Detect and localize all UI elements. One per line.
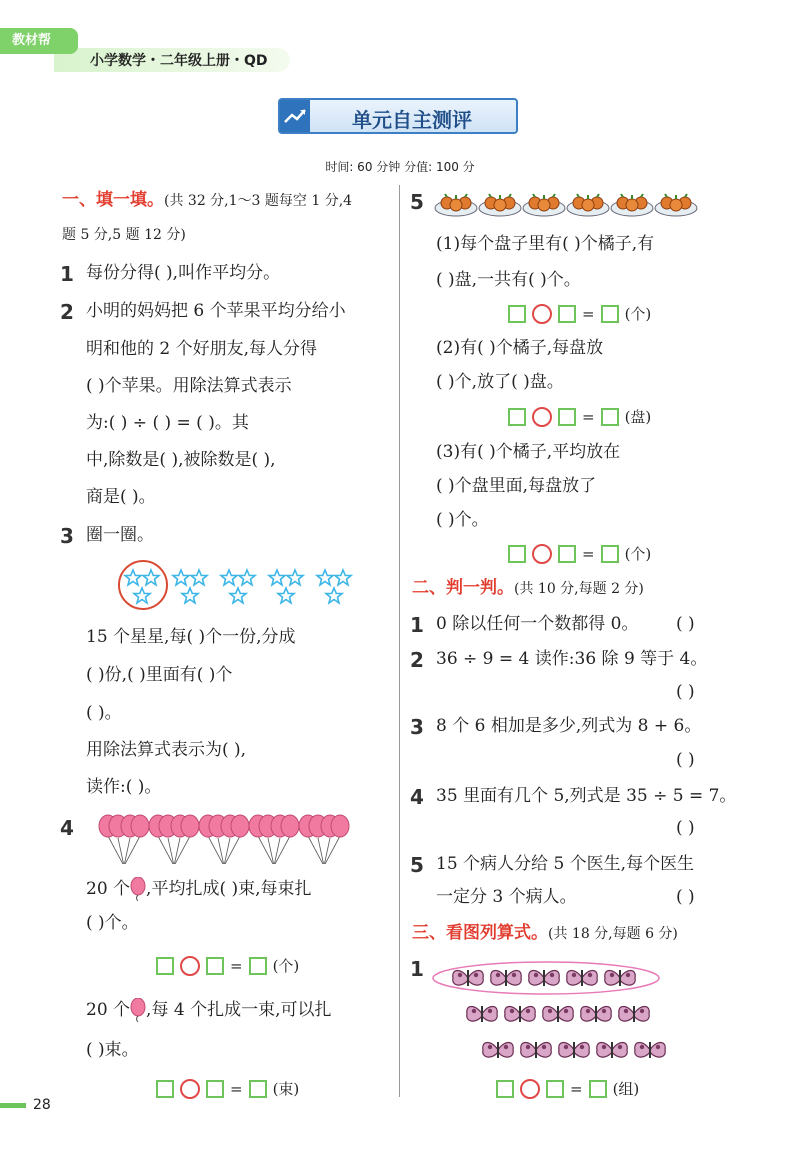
s3-q1-number: 1: [410, 957, 424, 981]
answer-box[interactable]: [156, 1080, 174, 1098]
section2-note: (共 10 分,每题 2 分): [514, 581, 644, 597]
judge-text: 一定分 3 个病人。: [436, 887, 577, 907]
q5-p3-line: ( )个盘里面,每盘放了: [436, 476, 597, 496]
q3-line: 用除法算式表示为( ),: [86, 740, 247, 760]
unit-label: (个): [272, 957, 300, 975]
unit-label: (个): [624, 305, 652, 323]
star-group: [125, 570, 159, 603]
q4-line2: ( )个。: [86, 913, 139, 933]
q5-number: 5: [410, 190, 424, 214]
balloon-bunch: [249, 815, 299, 864]
equals-sign: =: [582, 304, 595, 323]
book-title: 小学数学・二年级上册・QD: [90, 53, 268, 69]
answer-box[interactable]: [589, 1080, 607, 1098]
q4-text: 20 个: [86, 999, 131, 1020]
answer-box[interactable]: [156, 957, 174, 975]
unit-label: (个): [624, 545, 652, 563]
judge-paren[interactable]: ( ): [676, 887, 695, 907]
judge-number: 5: [410, 853, 424, 877]
q1-number: 1: [60, 262, 74, 286]
q2-line: 明和他的 2 个好朋友,每人分得: [86, 339, 318, 359]
answer-box[interactable]: [508, 408, 526, 426]
balloon-bunch: [149, 815, 199, 864]
q3-line: ( )。: [86, 703, 122, 723]
equals-sign: =: [570, 1079, 583, 1098]
star-group: [173, 570, 207, 603]
q2-line: 小明的妈妈把 6 个苹果平均分给小: [86, 301, 346, 321]
q2-line: 为:( ) ÷ ( ) = ( )。其: [86, 413, 249, 433]
q4-text: 20 个: [86, 878, 131, 899]
unit-label: (束): [272, 1080, 300, 1098]
star-group: [269, 570, 303, 603]
q3-line: 读作:( )。: [86, 777, 162, 797]
s3-q1-equation: [496, 1078, 639, 1099]
answer-box[interactable]: [249, 1080, 267, 1098]
answer-box[interactable]: [601, 305, 619, 323]
answer-box[interactable]: [558, 408, 576, 426]
butterflies-figure: [430, 958, 680, 1068]
q2-line: 中,除数是( ),被除数是( ),: [86, 450, 276, 470]
judge-text: 35 里面有几个 5,列式是 35 ÷ 5 = 7。: [436, 786, 737, 806]
q5-p1-equation: [508, 303, 651, 324]
column-divider: [399, 185, 400, 1097]
balloons-figure: [98, 812, 353, 864]
judge-paren[interactable]: ( ): [676, 682, 695, 702]
q5-p3-line: ( )个。: [436, 510, 489, 530]
q4-text: ,每 4 个扎成一束,可以扎: [146, 999, 332, 1020]
judge-text: 0 除以任何一个数都得 0。: [436, 614, 639, 634]
answer-box[interactable]: [558, 305, 576, 323]
judge-paren[interactable]: ( ): [676, 750, 695, 770]
answer-box[interactable]: [601, 545, 619, 563]
page-number: 28: [33, 1097, 51, 1113]
operator-circle[interactable]: [180, 956, 200, 976]
circle-mark: [119, 561, 167, 609]
balloon-bunch: [199, 815, 249, 864]
q5-p2-equation: [508, 406, 651, 427]
q3-number: 3: [60, 524, 74, 548]
equals-sign: =: [582, 407, 595, 426]
q5-p1-line: (1)每个盘子里有( )个橘子,有: [436, 234, 655, 254]
page-bar: [0, 1103, 26, 1108]
chart-trend-icon: [280, 100, 310, 132]
section1-title: 一、填一填。: [62, 190, 164, 210]
q3-title: 圈一圈。: [86, 525, 154, 545]
section1-note: (共 32 分,1～3 题每空 1 分,4: [164, 193, 353, 209]
equals-sign: =: [230, 1079, 243, 1098]
section2-heading: [412, 580, 644, 597]
answer-box[interactable]: [508, 305, 526, 323]
star-group: [221, 570, 255, 603]
q5-p2-line: ( )个,放了( )盘。: [436, 372, 564, 392]
answer-box[interactable]: [206, 957, 224, 975]
section1-heading: [62, 192, 352, 209]
unit-title: 单元自主测评: [352, 108, 472, 132]
section3-heading: [412, 925, 678, 942]
q2-line: ( )个苹果。用除法算式表示: [86, 376, 292, 396]
q5-p1-line: ( )盘,一共有( )个。: [436, 270, 581, 290]
q3-line: ( )份,( )里面有( )个: [86, 665, 233, 685]
exam-meta: 时间: 60 分钟 分值: 100 分: [325, 160, 475, 174]
judge-paren[interactable]: ( ): [676, 818, 695, 838]
stars-figure: [115, 560, 365, 616]
star-group: [317, 570, 351, 603]
section3-note: (共 18 分,每题 6 分): [548, 926, 678, 942]
answer-box[interactable]: [496, 1080, 514, 1098]
q4-equation-2: [156, 1078, 299, 1099]
section1-note-2: 题 5 分,5 题 12 分): [62, 227, 186, 243]
equals-sign: =: [230, 956, 243, 975]
q4-line4: ( )束。: [86, 1040, 139, 1060]
unit-label: (盘): [624, 408, 652, 426]
section3-title: 三、看图列算式。: [412, 923, 548, 943]
operator-circle[interactable]: [532, 544, 552, 564]
answer-box[interactable]: [546, 1080, 564, 1098]
q4-line3: [86, 998, 331, 1022]
answer-box[interactable]: [558, 545, 576, 563]
judge-number: 1: [410, 613, 424, 637]
q2-line: 商是( )。: [86, 487, 156, 507]
answer-box[interactable]: [508, 545, 526, 563]
judge-number: 3: [410, 715, 424, 739]
judge-number: 4: [410, 785, 424, 809]
answer-box[interactable]: [601, 408, 619, 426]
balloon-bunch: [299, 815, 349, 864]
q1-text: 每份分得( ),叫作平均分。: [86, 263, 281, 283]
operator-circle[interactable]: [180, 1079, 200, 1099]
q4-number: 4: [60, 816, 74, 840]
section2-title: 二、判一判。: [412, 578, 514, 598]
equals-sign: =: [582, 544, 595, 563]
judge-paren[interactable]: ( ): [676, 614, 695, 634]
q5-p3-equation: [508, 543, 651, 564]
q4-text: ,平均扎成( )束,每束扎: [146, 878, 312, 899]
judge-text: 8 个 6 相加是多少,列式为 8 + 6。: [436, 716, 702, 736]
balloon-icon: [130, 998, 146, 1022]
q2-number: 2: [60, 300, 74, 324]
answer-box[interactable]: [249, 957, 267, 975]
balloon-bunch: [99, 815, 149, 864]
q4-line1: [86, 877, 312, 901]
operator-circle[interactable]: [532, 304, 552, 324]
judge-text: 15 个病人分给 5 个医生,每个医生: [436, 854, 695, 874]
judge-text: 36 ÷ 9 = 4 读作:36 除 9 等于 4。: [436, 649, 708, 669]
operator-circle[interactable]: [532, 407, 552, 427]
q5-p3-line: (3)有( )个橘子,平均放在: [436, 442, 621, 462]
balloon-icon: [130, 877, 146, 901]
orange-plates-figure: [434, 188, 702, 218]
answer-box[interactable]: [206, 1080, 224, 1098]
q5-p2-line: (2)有( )个橘子,每盘放: [436, 338, 604, 358]
unit-label: (组): [612, 1080, 640, 1098]
operator-circle[interactable]: [520, 1079, 540, 1099]
q4-equation: [156, 955, 299, 976]
header-tab: 教材帮: [0, 28, 78, 54]
q3-line: 15 个星星,每( )个一份,分成: [86, 627, 296, 647]
judge-number: 2: [410, 648, 424, 672]
